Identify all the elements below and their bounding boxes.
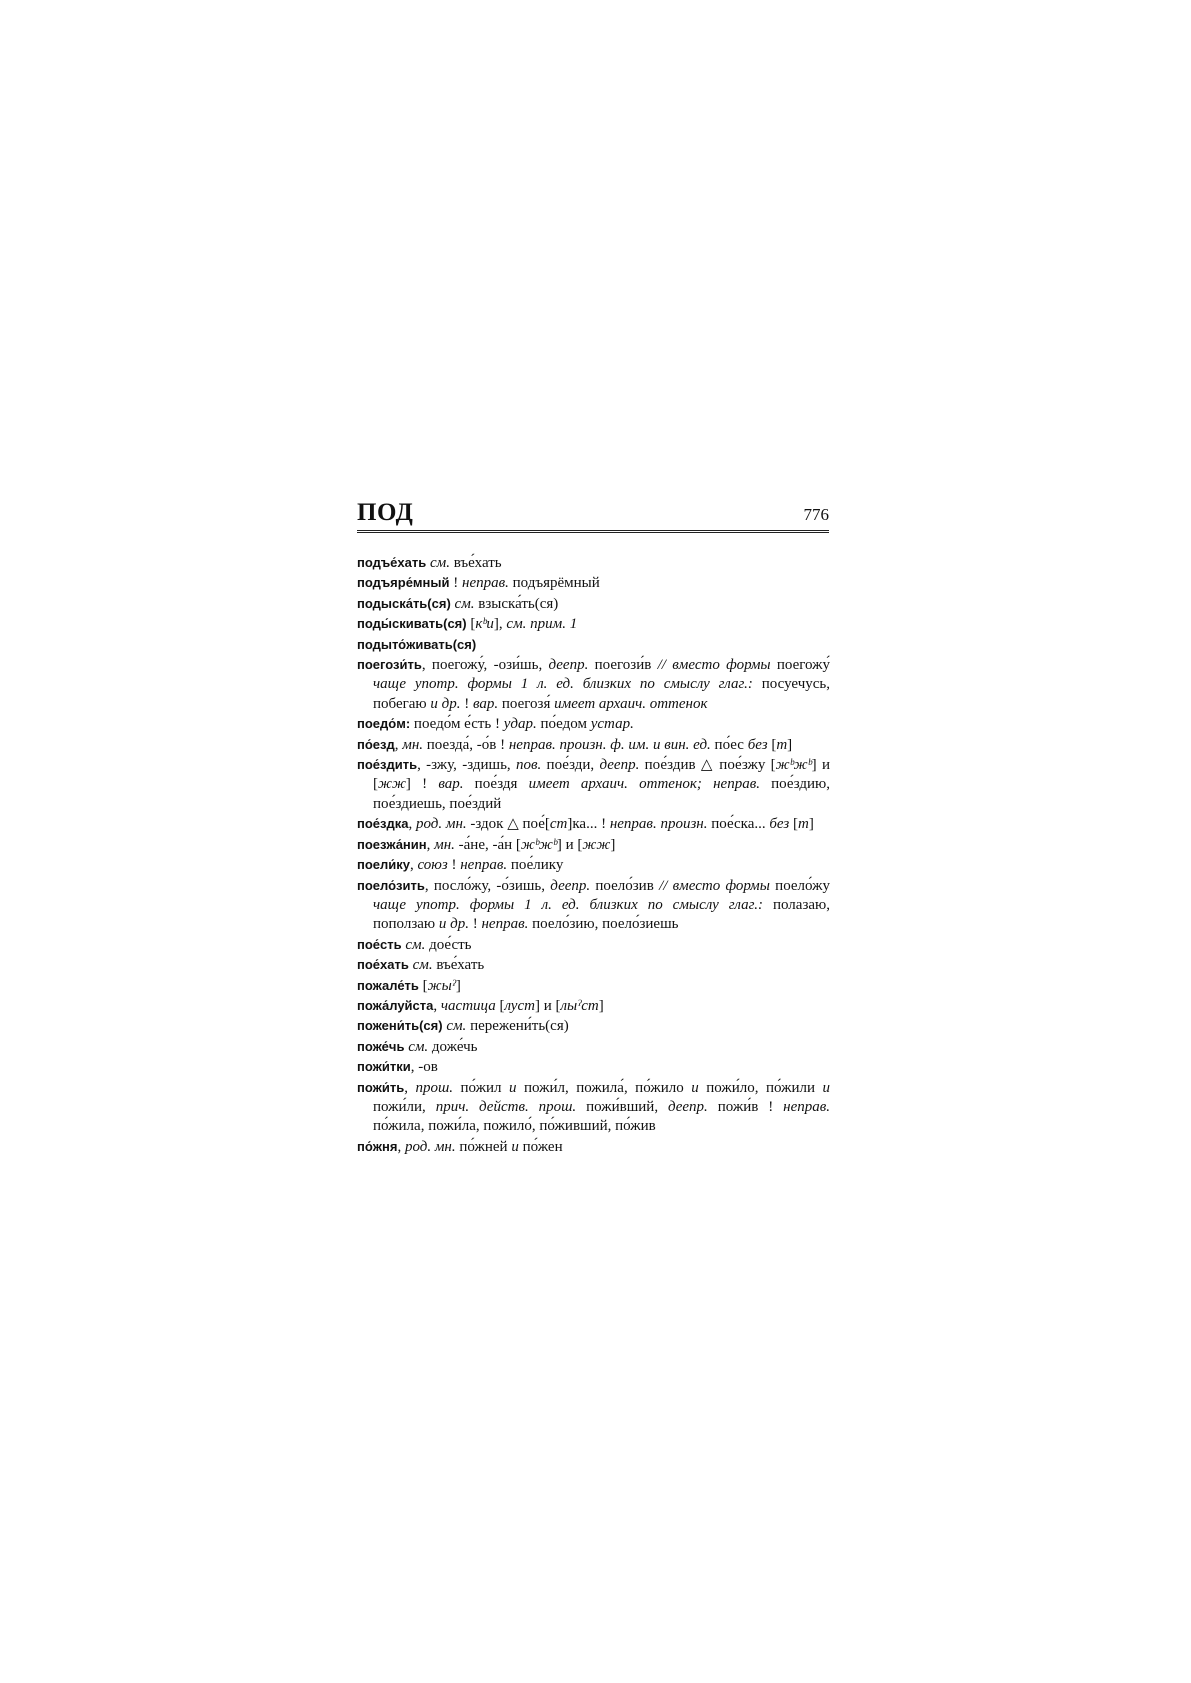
entry-text: ] и [ xyxy=(534,997,561,1014)
entry-label-italic: жᵇжᵇ xyxy=(775,757,812,774)
entry-text: ] xyxy=(455,977,461,994)
entry-text: , посло́жу, -о́зишь, xyxy=(424,877,551,894)
entry-text: ], xyxy=(493,616,507,633)
dictionary-entry xyxy=(357,1037,830,1057)
entry-headword: пожени́ть(ся) xyxy=(357,1018,443,1034)
entry-text: [ xyxy=(789,816,798,833)
entry-text: ! xyxy=(460,695,473,712)
entry-headword: подыто́живать(ся) xyxy=(357,636,477,652)
entry-headword: по́езд xyxy=(357,736,395,752)
entry-label-italic: прош. xyxy=(415,1079,454,1096)
entry-headword: поело́зить xyxy=(357,877,425,893)
dictionary-entry xyxy=(357,755,830,814)
entry-text: поело́жу xyxy=(769,877,831,894)
dictionary-entry xyxy=(357,835,830,855)
entry-text: поегожу́ xyxy=(770,657,831,674)
entry-label-italic: деепр. xyxy=(599,757,640,774)
entry-text: пожи́л, пожила́, по́жило xyxy=(516,1079,692,1096)
entry-text: ] xyxy=(787,736,793,753)
entry-text: пережени́ть(ся) xyxy=(466,1018,569,1035)
dictionary-entry xyxy=(357,876,830,935)
entry-text: полазаю, поползаю xyxy=(373,896,830,933)
entry-text: по́жен xyxy=(518,1138,563,1155)
entry-headword: поды́скивать(ся) xyxy=(357,616,467,632)
entry-label-italic: чаще употр. формы 1 л. ед. близких по смыслу глаг.: xyxy=(373,676,753,693)
entry-label-italic: удар. xyxy=(503,716,537,733)
entry-text: пожи́ли, xyxy=(373,1098,436,1115)
entry-label-italic: без xyxy=(769,816,790,833)
entry-text: ] xyxy=(808,816,814,833)
entry-text: поедо́м е́сть ! xyxy=(410,716,504,733)
entry-label-italic: вар. xyxy=(438,776,464,793)
entry-text: пое́лику xyxy=(507,857,564,874)
entry-label-italic: // вместо формы xyxy=(657,657,771,674)
entry-label-italic: см. xyxy=(412,957,433,974)
dictionary-entry xyxy=(357,955,830,975)
dictionary-entry xyxy=(357,976,830,996)
entry-text: [ xyxy=(418,977,428,994)
dictionary-entry xyxy=(357,996,830,1016)
dictionary-entry xyxy=(357,855,830,875)
entry-label-italic: деепр. xyxy=(667,1098,708,1115)
entry-label-italic: род. мн. xyxy=(415,816,467,833)
entry-text: по́жил xyxy=(453,1079,510,1096)
entry-text: посуечусь, побегаю xyxy=(373,676,830,712)
entry-text: ! xyxy=(468,916,482,933)
entry-text: поело́зив xyxy=(590,877,660,894)
entry-text: взыска́ть(ся) xyxy=(474,595,559,612)
entry-headword: пожи́тки xyxy=(357,1059,411,1075)
entry-text: подъярёмный xyxy=(508,575,600,592)
entry-text: , xyxy=(404,1079,416,1096)
entry-label-italic: и xyxy=(822,1079,830,1096)
entry-label-italic: устар. xyxy=(590,716,634,733)
entry-text: ] и [ xyxy=(373,757,830,793)
entry-label-italic: неправ. xyxy=(462,575,509,592)
dictionary-entry xyxy=(357,614,830,634)
entry-label-italic: жыˀ xyxy=(427,977,456,994)
entry-label-italic: см. xyxy=(405,936,426,953)
entry-label-italic: неправ. xyxy=(481,916,529,933)
entry-text: дое́сть xyxy=(425,936,472,953)
entry-label-italic: частица xyxy=(440,997,496,1014)
dictionary-entry xyxy=(357,1057,830,1077)
entry-label-italic: т xyxy=(776,736,788,753)
entry-text: [ xyxy=(495,997,505,1014)
dictionary-entry xyxy=(357,635,830,655)
entry-headword: пожа́луйста xyxy=(357,997,434,1013)
entry-headword: пое́здка xyxy=(357,816,409,832)
entry-text: по́жила, пожи́ла, пожило́, по́живший, по́жив xyxy=(373,1118,656,1135)
entry-label-italic: имеет архаич. оттенок; неправ. xyxy=(528,776,760,793)
dictionary-entry xyxy=(357,1137,830,1157)
entry-text: пое́здив △ пое́зжу [ xyxy=(639,757,776,774)
entry-label-italic: мн. xyxy=(402,736,424,753)
entry-label-italic: без xyxy=(747,736,768,753)
entry-headword: пое́сть xyxy=(357,936,402,952)
entry-label-italic: и xyxy=(511,1138,519,1155)
page-number: 776 xyxy=(803,505,829,524)
entry-text: , -ов xyxy=(410,1059,438,1076)
entry-label-italic: луст xyxy=(504,997,535,1014)
entry-label-italic: см. xyxy=(446,1018,467,1035)
entry-headword: подъе́хать xyxy=(357,555,427,570)
entry-text: пое́ска... xyxy=(707,816,770,833)
dictionary-entry xyxy=(357,714,830,734)
entry-label-italic: ст xyxy=(549,816,568,833)
entry-label-italic: неправ. xyxy=(783,1098,831,1115)
entry-headword: поегози́ть xyxy=(357,657,422,673)
entry-label-italic: прич. действ. прош. xyxy=(435,1098,577,1115)
entry-label-italic: жᵇжᵇ xyxy=(520,836,557,853)
entry-text: въе́хать xyxy=(449,555,502,571)
entry-label-italic: см. прим. 1 xyxy=(506,616,578,633)
entry-text: ] xyxy=(610,836,616,853)
entry-label-italic: чаще употр. формы 1 л. ед. близких по смыслу глаг.: xyxy=(373,896,763,913)
entry-headword: поезжа́нин xyxy=(357,836,427,852)
entry-text: по́едом xyxy=(536,716,591,733)
entry-label-italic: см. xyxy=(454,595,475,612)
entry-headword: подъяре́мный xyxy=(357,575,450,591)
entry-label-italic: см. xyxy=(408,1038,429,1055)
entry-text: пожи́ло, по́жили xyxy=(698,1079,823,1096)
entry-text: -здок △ пое́[ xyxy=(466,816,550,833)
entry-text: пожи́вший, xyxy=(576,1098,668,1115)
entry-label-italic: род. мн. xyxy=(404,1138,456,1155)
entry-label-italic: союз xyxy=(417,857,448,874)
entry-label-italic: мн. xyxy=(434,836,455,853)
entry-headword: пое́здить xyxy=(357,757,418,773)
entry-text: ! xyxy=(449,575,462,592)
dictionary-entry xyxy=(357,1078,830,1137)
dictionary-entry xyxy=(357,594,830,614)
page-header xyxy=(357,496,829,533)
entry-text: ! xyxy=(447,857,461,874)
entry-label-italic: вар. xyxy=(472,695,499,712)
entry-text: ] xyxy=(598,997,604,1014)
entry-label-italic: и др. xyxy=(430,695,461,712)
entry-text: поезда́, -о́в ! xyxy=(423,736,509,753)
entry-text: поегози́в xyxy=(588,657,658,674)
entry-text: пожи́в ! xyxy=(707,1098,784,1115)
entry-text: ]ка... ! xyxy=(567,816,610,833)
entry-headword: пожи́ть xyxy=(357,1079,405,1095)
entry-text: [ xyxy=(466,616,476,633)
entry-text: , поегожу́, -ози́шь, xyxy=(421,657,549,674)
entry-text: , xyxy=(394,736,403,753)
entry-label-italic: т xyxy=(797,816,809,833)
entry-label-italic: и др. xyxy=(438,916,469,933)
entry-label-italic: и xyxy=(691,1079,699,1096)
entry-label-italic: имеет архаич. оттенок xyxy=(554,695,708,712)
entry-text: ] ! xyxy=(405,776,439,793)
dictionary-entry xyxy=(357,814,830,834)
dictionary-entry xyxy=(357,655,830,714)
entry-label-italic: кᵇи xyxy=(475,616,494,633)
entry-headword: подыска́ть(ся) xyxy=(357,595,451,611)
entry-headword: пoeли́ку xyxy=(357,857,411,873)
entry-headword: поедо́м: xyxy=(357,716,411,732)
entry-headword: поже́чь xyxy=(357,1038,405,1054)
entry-label-italic: и xyxy=(509,1079,517,1096)
entry-text: [ xyxy=(767,736,777,753)
dictionary-entry xyxy=(357,935,830,955)
entry-text: по́ес xyxy=(710,736,748,753)
dictionary-entries xyxy=(357,553,830,1157)
entry-text: по́жней xyxy=(455,1138,512,1155)
entry-text: поело́зию, поело́зиешь xyxy=(528,916,679,933)
entry-label-italic: жж xyxy=(582,836,611,853)
dictionary-entry xyxy=(357,573,830,593)
entry-text: , xyxy=(408,816,416,833)
entry-label-italic: лыˀст xyxy=(560,997,599,1014)
entry-label-italic: пов. xyxy=(515,757,542,774)
running-head-word: ПОД xyxy=(357,499,414,526)
entry-label-italic: // вместо формы xyxy=(659,877,770,894)
entry-text: ] и [ xyxy=(556,836,583,853)
entry-label-italic: жж xyxy=(378,776,406,793)
entry-text: въе́хать xyxy=(432,957,485,974)
entry-label-italic: деепр. xyxy=(550,877,591,894)
dictionary-entry xyxy=(357,553,830,573)
entry-text: , -зжу, -здишь, xyxy=(417,757,516,774)
dictionary-entry xyxy=(357,735,830,755)
entry-label-italic: неправ. произн. ф. им. и вин. ед. xyxy=(508,736,711,753)
entry-label-italic: неправ. xyxy=(460,857,508,874)
entry-label-italic: неправ. произн. xyxy=(609,816,708,833)
entry-headword: по́жня xyxy=(357,1138,398,1154)
entry-text: доже́чь xyxy=(428,1038,478,1055)
entry-text: пое́здя xyxy=(463,776,529,793)
entry-text: , xyxy=(397,1138,405,1155)
entry-text: поегозя́ xyxy=(498,695,555,712)
entry-label-italic: см. xyxy=(429,555,450,571)
dictionary-entry xyxy=(357,1016,830,1036)
entry-text: , xyxy=(410,857,418,874)
entry-headword: пожале́ть xyxy=(357,977,419,993)
entry-text: -а́не, -а́н [ xyxy=(454,836,521,853)
entry-text: пое́здию, пое́здиешь, пое́здий xyxy=(373,776,830,812)
entry-text: , xyxy=(426,836,435,853)
entry-text: пое́зди, xyxy=(541,757,600,774)
entry-headword: пое́хать xyxy=(357,957,409,973)
entry-text: , xyxy=(433,997,441,1014)
entry-label-italic: деепр. xyxy=(548,657,589,674)
